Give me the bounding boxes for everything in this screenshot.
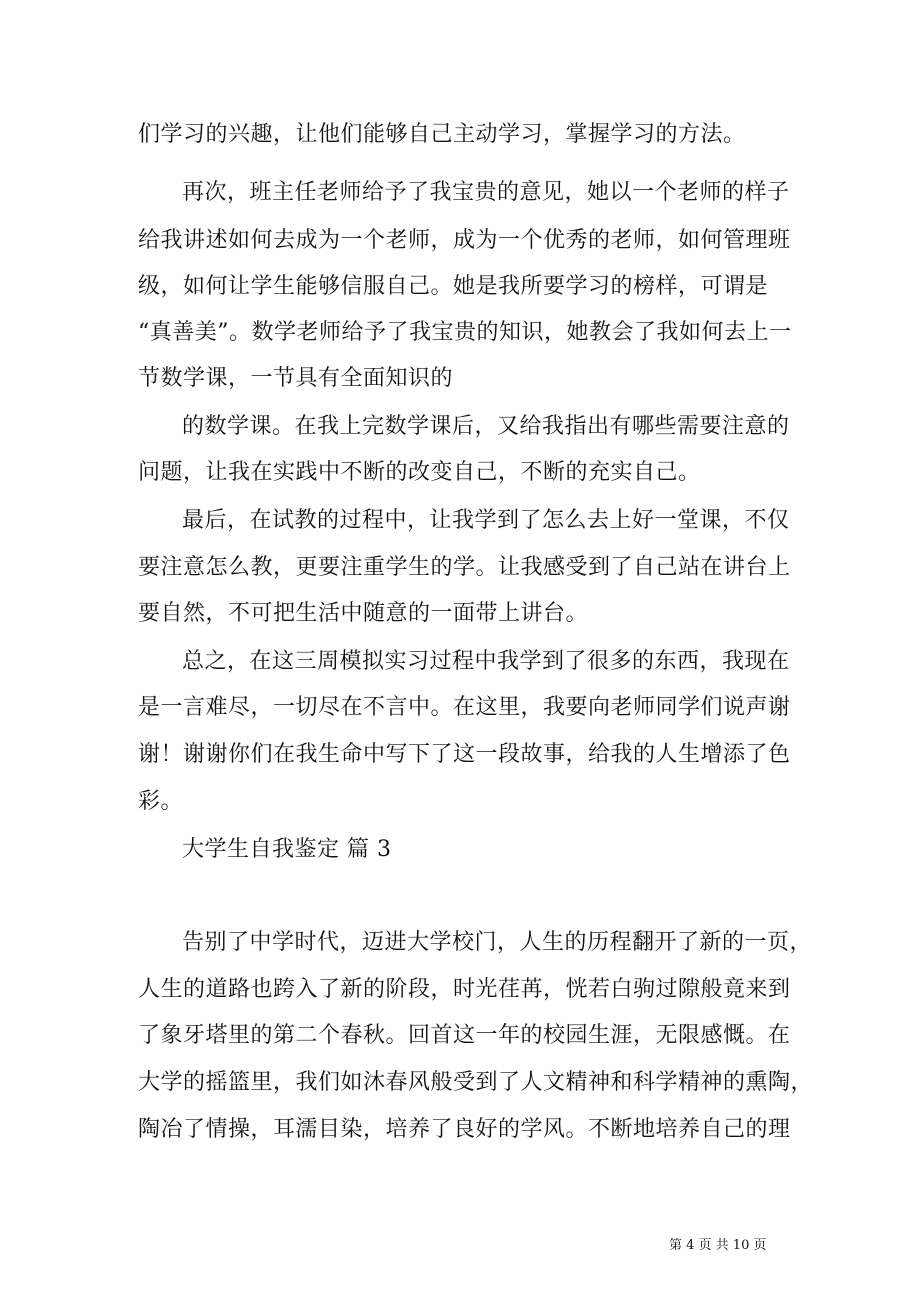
text-line: 了象牙塔里的第二个春秋。回首这一年的校园生涯，无限感慨。在: [138, 1023, 791, 1048]
text-line: 大学的摇篮里，我们如沐春风般受到了人文精神和科学精神的熏陶，: [138, 1070, 814, 1095]
text-line: 谢！谢谢你们在我生命中写下了这一段故事，给我的人生增添了色: [138, 742, 791, 767]
text-line: 们学习的兴趣，让他们能够自己主动学习，掌握学习的方法。: [138, 122, 746, 147]
page-number: 第 4 页 共 10 页: [669, 1238, 767, 1253]
text-line: 级，如何让学生能够信服自己。她是我所要学习的榜样，可谓是: [138, 274, 769, 299]
text-line: 的数学课。在我上完数学课后，又给我指出有哪些需要注意的: [182, 414, 790, 439]
text-line: 给我讲述如何去成为一个老师，成为一个优秀的老师，如何管理班: [138, 228, 791, 253]
section-heading: 大学生自我鉴定 篇 3: [182, 837, 392, 862]
text-line: 人生的道路也跨入了新的阶段，时光荏苒，恍若白驹过隙般竟来到: [138, 977, 791, 1002]
text-line: 陶冶了情操，耳濡目染，培养了良好的学风。不断地培养自己的理: [138, 1117, 791, 1142]
text-line: 要注意怎么教，更要注重学生的学。让我感受到了自己站在讲台上: [138, 555, 791, 580]
text-line: 告别了中学时代，迈进大学校门，人生的历程翻开了新的一页，: [182, 930, 813, 955]
text-line: 最后，在试教的过程中，让我学到了怎么去上好一堂课，不仅: [182, 508, 790, 533]
text-line: 问题，让我在实践中不断的改变自己，不断的充实自己。: [138, 460, 701, 485]
text-line: 再次，班主任老师给予了我宝贵的意见，她以一个老师的样子: [182, 180, 790, 205]
text-line: 彩。: [138, 789, 184, 814]
text-line: “真善美”。数学老师给予了我宝贵的知识，她教会了我如何去上一: [138, 320, 792, 345]
text-line: 要自然，不可把生活中随意的一面带上讲台。: [138, 601, 589, 626]
text-line: 节数学课，一节具有全面知识的: [138, 366, 454, 391]
text-line: 总之，在这三周模拟实习过程中我学到了很多的东西，我现在: [182, 649, 790, 674]
text-line: 是一言难尽，一切尽在不言中。在这里，我要向老师同学们说声谢: [138, 695, 791, 720]
